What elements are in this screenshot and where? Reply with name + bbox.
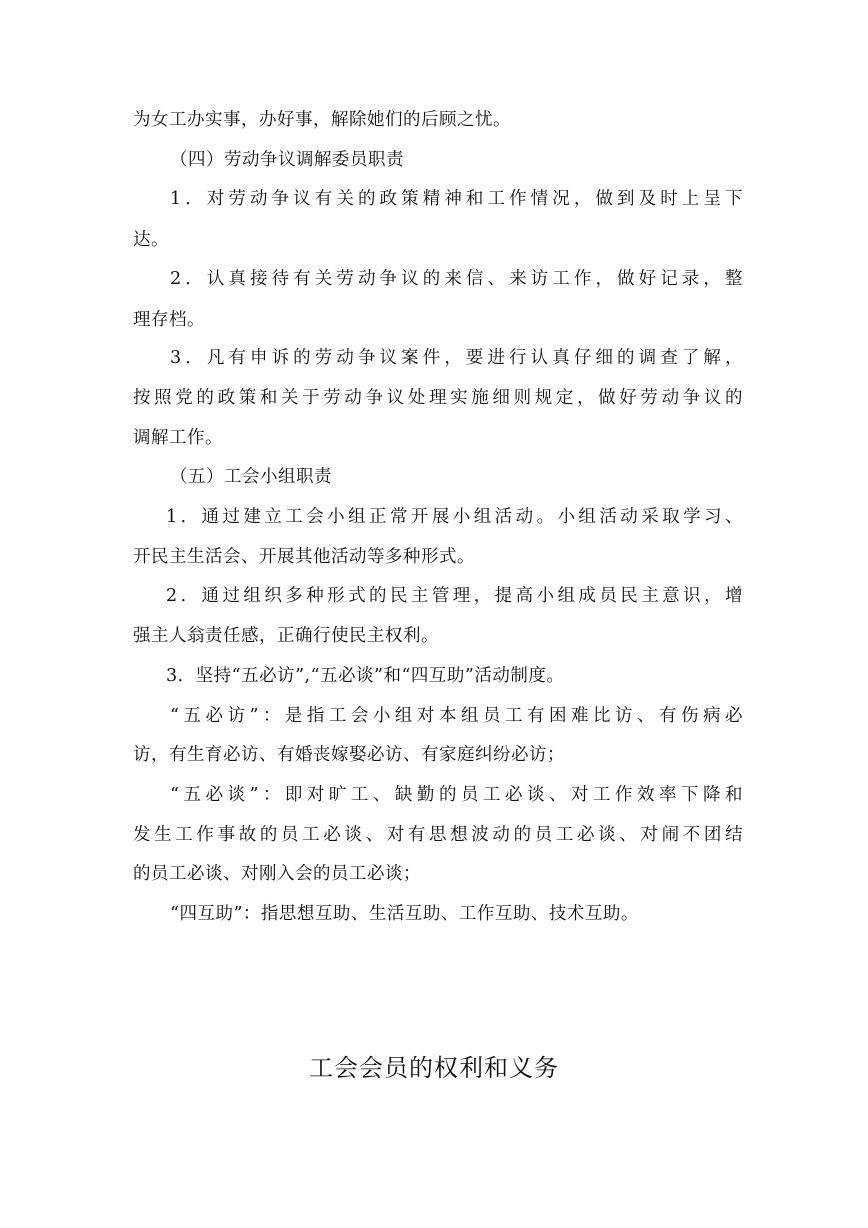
text-line: 理存档。 [133, 310, 205, 330]
text-line: “五必谈”：即对旷工、缺勤的员工必谈、对工作效率下降和 [170, 785, 743, 805]
text-line: 发生工作事故的员工必谈、对有思想波动的员工必谈、对闹不团结 [133, 825, 743, 845]
text-line: 2．通过组织多种形式的民主管理，提高小组成员民主意识，增 [166, 586, 743, 606]
text-line: 3．凡有申诉的劳动争议案件，要进行认真仔细的调查了解， [170, 348, 743, 368]
text-line: 1．对劳动争议有关的政策精神和工作情况，做到及时上呈下 [170, 189, 743, 209]
text-line: 调解工作。 [133, 428, 223, 448]
text-line: 开民主生活会、开展其他活动等多种形式。 [133, 547, 475, 567]
text-line: 1．通过建立工会小组正常开展小组活动。小组活动采取学习、 [166, 507, 743, 527]
text-line: “四互助”：指思想互助、生活互助、工作互助、技术互助。 [170, 904, 639, 924]
section-title: 工会会员的权利和义务 [309, 1054, 559, 1082]
text-line: 的员工必谈、对刚入会的员工必谈； [133, 864, 421, 884]
text-line: “五必访”：是指工会小组对本组员工有困难比访、有伤病必 [170, 706, 743, 726]
text-line: 2．认真接待有关劳动争议的来信、来访工作，做好记录，整 [170, 269, 743, 289]
text-line: 访，有生育必访、有婚丧嫁娶必访、有家庭纠纷必访； [133, 745, 565, 765]
text-line: 强主人翁责任感，正确行使民主权利。 [133, 626, 439, 646]
section-heading-5: （五）工会小组职责 [170, 467, 332, 487]
text-line: 达。 [133, 230, 169, 250]
text-line: 为女工办实事，办好事，解除她们的后顾之忧。 [133, 110, 511, 130]
section-heading-4: （四）劳动争议调解委员职责 [170, 150, 404, 170]
text-line: 按照党的政策和关于劳动争议处理实施细则规定，做好劳动争议的 [133, 388, 743, 408]
text-line: 3．坚持“五必访”,“五必谈”和“四互助”活动制度。 [166, 666, 565, 686]
